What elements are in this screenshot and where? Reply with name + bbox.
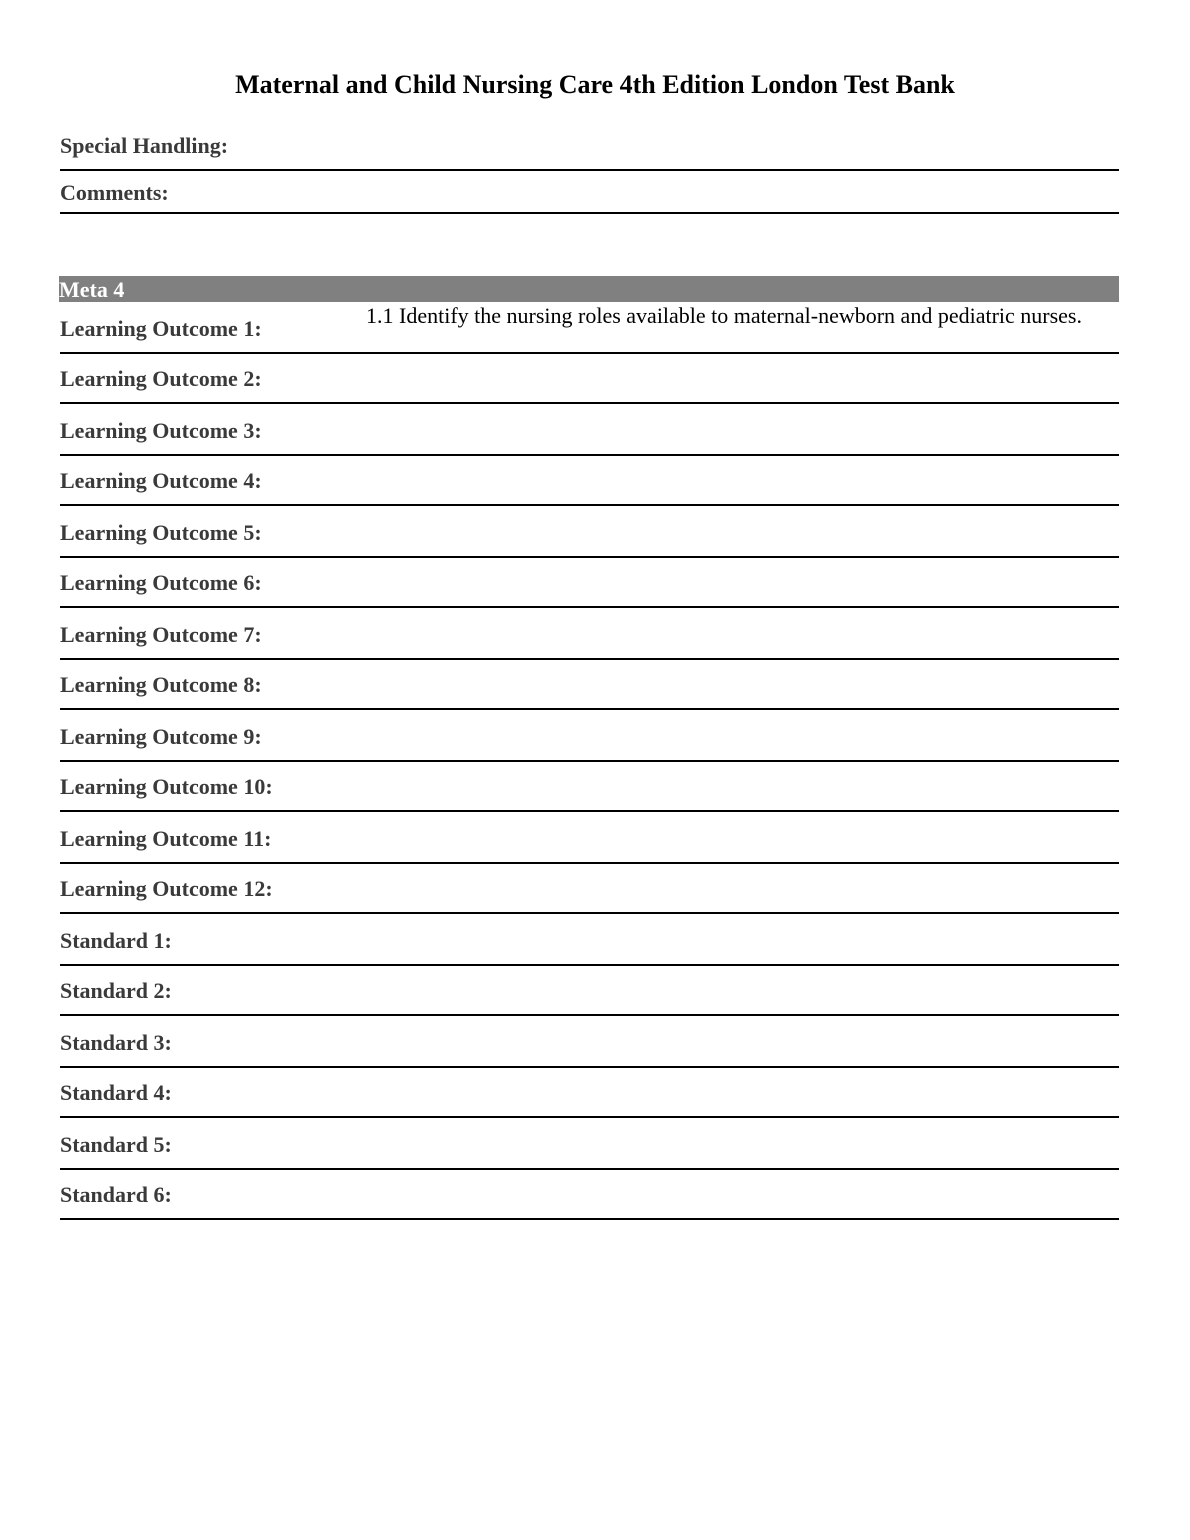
table-row <box>60 966 1119 1016</box>
table-row <box>60 812 1119 864</box>
row-label: Learning Outcome 10: <box>60 774 273 799</box>
row-label: Standard 2: <box>60 978 172 1003</box>
table-row <box>60 302 1119 354</box>
table-row <box>60 762 1119 812</box>
table-row <box>60 506 1119 558</box>
row-label: Learning Outcome 6: <box>60 570 262 595</box>
row-label: Learning Outcome 5: <box>60 520 262 545</box>
row-label: Standard 5: <box>60 1132 172 1157</box>
table-row <box>60 608 1119 660</box>
row-label: Standard 4: <box>60 1080 172 1105</box>
meta-table <box>60 302 1119 1220</box>
table-row <box>60 660 1119 710</box>
special-handling-field <box>60 133 1119 171</box>
meta-section-header: Meta 4 <box>59 276 1119 302</box>
row-label: Learning Outcome 4: <box>60 468 262 493</box>
table-row <box>60 1170 1119 1220</box>
row-label: Learning Outcome 11: <box>60 826 272 851</box>
row-label: Standard 3: <box>60 1030 172 1055</box>
row-label: Learning Outcome 2: <box>60 366 262 391</box>
table-row <box>60 864 1119 914</box>
table-row <box>60 404 1119 456</box>
table-row <box>60 1118 1119 1170</box>
row-label: Standard 1: <box>60 928 172 953</box>
row-label: Learning Outcome 7: <box>60 622 262 647</box>
table-row <box>60 1068 1119 1118</box>
row-label: Learning Outcome 3: <box>60 418 262 443</box>
row-label: Standard 6: <box>60 1182 172 1207</box>
table-row <box>60 914 1119 966</box>
table-row <box>60 456 1119 506</box>
table-row <box>60 558 1119 608</box>
table-row <box>60 354 1119 404</box>
special-handling-label: Special Handling: <box>60 133 229 158</box>
row-label: Learning Outcome 9: <box>60 724 262 749</box>
table-row <box>60 710 1119 762</box>
comments-label: Comments: <box>60 180 169 205</box>
row-label: Learning Outcome 8: <box>60 672 262 697</box>
comments-field <box>60 180 1119 214</box>
row-label: Learning Outcome 12: <box>60 876 273 901</box>
page-title: Maternal and Child Nursing Care 4th Edition London Test Bank <box>235 70 955 99</box>
row-value: 1.1 Identify the nursing roles available to maternal-newborn and pediatric nurses. <box>366 303 1082 328</box>
table-row <box>60 1016 1119 1068</box>
row-label: Learning Outcome 1: <box>60 316 262 341</box>
